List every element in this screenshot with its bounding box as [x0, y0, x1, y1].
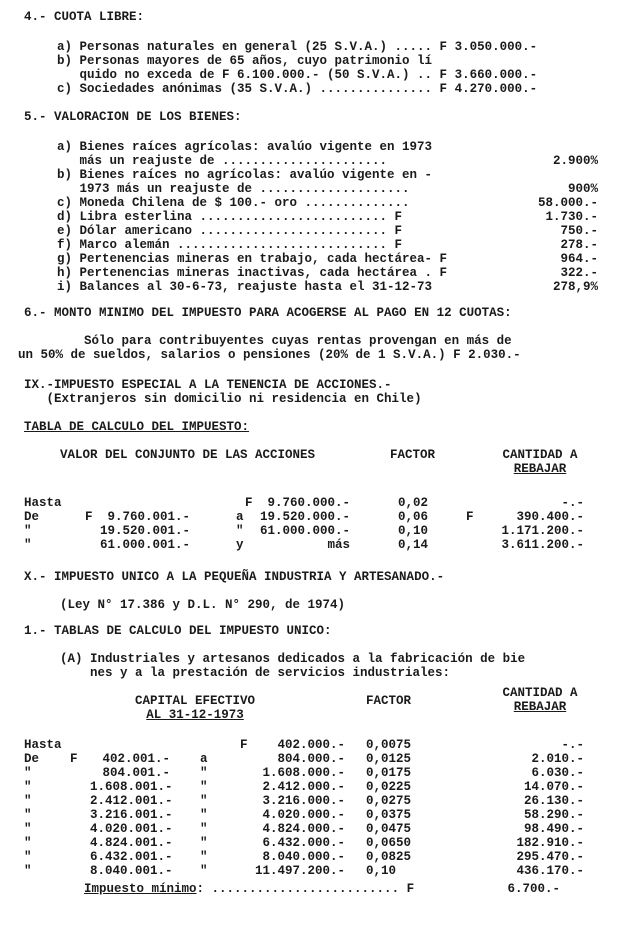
- row-amount: -.-: [561, 496, 584, 510]
- row-sep: a: [200, 752, 208, 766]
- section-9-table-title: TABLA DE CALCULO DEL IMPUESTO:: [24, 420, 250, 434]
- impuesto-minimo-line: [84, 882, 414, 896]
- col-capital-date-header: AL 31-12-1973: [146, 708, 244, 722]
- col-valor-header: VALOR DEL CONJUNTO DE LAS ACCIONES: [60, 448, 316, 462]
- col-rebajar2-header: REBAJAR: [513, 700, 567, 714]
- row-to: más: [327, 538, 350, 552]
- valoracion-item: b) Bienes raíces no agrícolas: avalúo vigente en -: [57, 168, 433, 182]
- row-sep: ": [200, 864, 208, 878]
- row-label: ": [24, 864, 32, 878]
- row-factor: 0,02: [398, 496, 429, 510]
- row-label: ": [24, 524, 32, 538]
- row-to: 4.020.000.-: [262, 808, 345, 822]
- row-factor: 0,0475: [366, 822, 412, 836]
- col-factor-header: FACTOR: [390, 448, 436, 462]
- row-from: 804.001.-: [102, 766, 170, 780]
- col-cantidad-header: CANTIDAD A: [502, 448, 578, 462]
- row-amount: 3.611.200.-: [501, 538, 584, 552]
- impuesto-minimo-value: 6.700.-: [507, 882, 560, 896]
- valoracion-item: h) Pertenencias mineras inactivas, cada hectárea . F: [57, 266, 448, 280]
- row-label: De: [24, 752, 40, 766]
- row-factor: 0,0075: [366, 738, 412, 752]
- valoracion-item: c) Moneda Chilena de $ 100.- oro ..............: [57, 196, 410, 210]
- row-to: 8.040.000.-: [262, 850, 345, 864]
- cuota-b1: b) Personas mayores de 65 años, cuyo patrimonio lí: [57, 54, 433, 68]
- row-factor: 0,10: [398, 524, 429, 538]
- row-label: ": [24, 836, 32, 850]
- row-to: F 402.000.-: [239, 738, 345, 752]
- row-label: Hasta: [24, 496, 62, 510]
- valoracion-value: 2.900%: [552, 154, 598, 168]
- row-from: F 9.760.001.-: [84, 510, 190, 524]
- col-factor2-header: FACTOR: [366, 694, 412, 708]
- impuesto-minimo-dots: : ......................... F: [196, 882, 415, 896]
- col-cantidad2-header: CANTIDAD A: [502, 686, 578, 700]
- row-label: ": [24, 822, 32, 836]
- row-sep: ": [200, 766, 208, 780]
- row-factor: 0,10: [366, 864, 397, 878]
- section-6-p2: un 50% de sueldos, salarios o pensiones (20% de 1 S.V.A.) F 2.030.-: [18, 348, 521, 362]
- row-sep: a: [236, 510, 244, 524]
- row-currency: F: [70, 752, 78, 766]
- row-to: 2.412.000.-: [262, 780, 345, 794]
- row-label: ": [24, 850, 32, 864]
- row-to: 3.216.000.-: [262, 794, 345, 808]
- row-amount: 2.010.-: [531, 752, 584, 766]
- section-10-tablas: 1.- TABLAS DE CALCULO DEL IMPUESTO UNICO:: [24, 624, 332, 638]
- row-amount: 58.290.-: [523, 808, 584, 822]
- valoracion-value: 278.-: [560, 238, 598, 252]
- row-amount: 1.171.200.-: [501, 524, 584, 538]
- row-sep: ": [236, 524, 244, 538]
- row-factor: 0,0225: [366, 780, 412, 794]
- row-from: 6.432.001.-: [90, 850, 173, 864]
- row-to: 804.000.-: [277, 752, 345, 766]
- row-amount: 390.400.-: [516, 510, 584, 524]
- row-amount: 436.170.-: [516, 864, 584, 878]
- row-sep: ": [200, 850, 208, 864]
- valoracion-item: d) Libra esterlina ......................... F: [57, 210, 403, 224]
- row-sep: y: [236, 538, 244, 552]
- row-label: ": [24, 538, 32, 552]
- row-to: 1.608.000.-: [262, 766, 345, 780]
- row-factor: 0,0375: [366, 808, 412, 822]
- valoracion-item: i) Balances al 30-6-73, reajuste hasta el 31-12-73: [57, 280, 433, 294]
- row-label: ": [24, 808, 32, 822]
- valoracion-value: 900%: [567, 182, 598, 196]
- row-amount: 26.130.-: [523, 794, 584, 808]
- row-to: 11.497.200.-: [254, 864, 345, 878]
- valoracion-item: g) Pertenencias mineras en trabajo, cada hectárea- F: [57, 252, 448, 266]
- valoracion-item: f) Marco alemán ............................ F: [57, 238, 403, 252]
- section-10-a1: (A) Industriales y artesanos dedicados a la fabricación de bie: [60, 652, 526, 666]
- row-amount: 6.030.-: [531, 766, 584, 780]
- valoracion-value: 1.730.-: [545, 210, 598, 224]
- row-label: De: [24, 510, 40, 524]
- cuota-a: a) Personas naturales en general (25 S.V.A.) ..... F 3.050.000.-: [57, 40, 538, 54]
- valoracion-item: a) Bienes raíces agrícolas: avalúo vigente en 1973: [57, 140, 433, 154]
- valoracion-value: 750.-: [560, 224, 598, 238]
- valoracion-value: 278,9%: [552, 280, 598, 294]
- row-from: 19.520.001.-: [99, 524, 190, 538]
- section-10-heading: X.- IMPUESTO UNICO A LA PEQUEÑA INDUSTRIA Y ARTESANADO.-: [24, 570, 445, 584]
- row-factor: 0,0650: [366, 836, 412, 850]
- section-10-ley: (Ley N° 17.386 y D.L. N° 290, de 1974): [60, 598, 346, 612]
- row-amount: 182.910.-: [516, 836, 584, 850]
- row-from: 3.216.001.-: [90, 808, 173, 822]
- row-factor: 0,0275: [366, 794, 412, 808]
- row-to: 19.520.000.-: [259, 510, 350, 524]
- section-5-heading: 5.- VALORACION DE LOS BIENES:: [24, 110, 242, 124]
- valoracion-value: 322.-: [560, 266, 598, 280]
- row-to: 61.000.000.-: [259, 524, 350, 538]
- row-factor: 0,14: [398, 538, 429, 552]
- row-label: ": [24, 780, 32, 794]
- valoracion-value: 58.000.-: [537, 196, 598, 210]
- row-factor: 0,0175: [366, 766, 412, 780]
- row-label: ": [24, 794, 32, 808]
- row-from: 2.412.001.-: [90, 794, 173, 808]
- row-amount: -.-: [561, 738, 584, 752]
- cuota-b2: quido no exceda de F 6.100.000.- (50 S.V.A.) .. F 3.660.000.-: [57, 68, 538, 82]
- section-6-p1: Sólo para contribuyentes cuyas rentas provengan en más de: [24, 334, 512, 348]
- valoracion-value: 964.-: [560, 252, 598, 266]
- section-4-heading: 4.- CUOTA LIBRE:: [24, 10, 145, 24]
- row-factor: 0,06: [398, 510, 429, 524]
- row-from: 1.608.001.-: [90, 780, 173, 794]
- section-9-sub: (Extranjeros sin domicilio ni residencia en Chile): [24, 392, 422, 406]
- row-sep: ": [200, 780, 208, 794]
- row-factor: 0,0825: [366, 850, 412, 864]
- row-currency: F: [466, 510, 474, 524]
- row-from: 4.020.001.-: [90, 822, 173, 836]
- section-9-heading: IX.-IMPUESTO ESPECIAL A LA TENENCIA DE ACCIONES.-: [24, 378, 392, 392]
- row-label: ": [24, 766, 32, 780]
- row-sep: ": [200, 808, 208, 822]
- col-capital-header: CAPITAL EFECTIVO: [134, 694, 256, 708]
- row-to: F 9.760.000.-: [244, 496, 350, 510]
- section-6-heading: 6.- MONTO MINIMO DEL IMPUESTO PARA ACOGERSE AL PAGO EN 12 CUOTAS:: [24, 306, 512, 320]
- valoracion-item: más un reajuste de ......................: [57, 154, 388, 168]
- row-amount: 98.490.-: [523, 822, 584, 836]
- row-from: 61.000.001.-: [99, 538, 190, 552]
- cuota-c: c) Sociedades anónimas (35 S.V.A.) ............... F 4.270.000.-: [57, 82, 538, 96]
- row-to: 4.824.000.-: [262, 822, 345, 836]
- row-sep: ": [200, 794, 208, 808]
- row-label: Hasta: [24, 738, 62, 752]
- section-10-a2: nes y a la prestación de servicios industriales:: [60, 666, 451, 680]
- row-from: 4.824.001.-: [90, 836, 173, 850]
- impuesto-minimo-label: Impuesto mínimo: [84, 882, 197, 896]
- row-to: 6.432.000.-: [262, 836, 345, 850]
- col-rebajar-header: REBAJAR: [513, 462, 567, 476]
- row-sep: ": [200, 836, 208, 850]
- row-from: 8.040.001.-: [90, 864, 173, 878]
- valoracion-item: e) Dólar americano ......................... F: [57, 224, 403, 238]
- row-factor: 0,0125: [366, 752, 412, 766]
- row-amount: 14.070.-: [523, 780, 584, 794]
- row-amount: 295.470.-: [516, 850, 584, 864]
- valoracion-item: 1973 más un reajuste de ....................: [57, 182, 410, 196]
- row-from: 402.001.-: [102, 752, 170, 766]
- row-sep: ": [200, 822, 208, 836]
